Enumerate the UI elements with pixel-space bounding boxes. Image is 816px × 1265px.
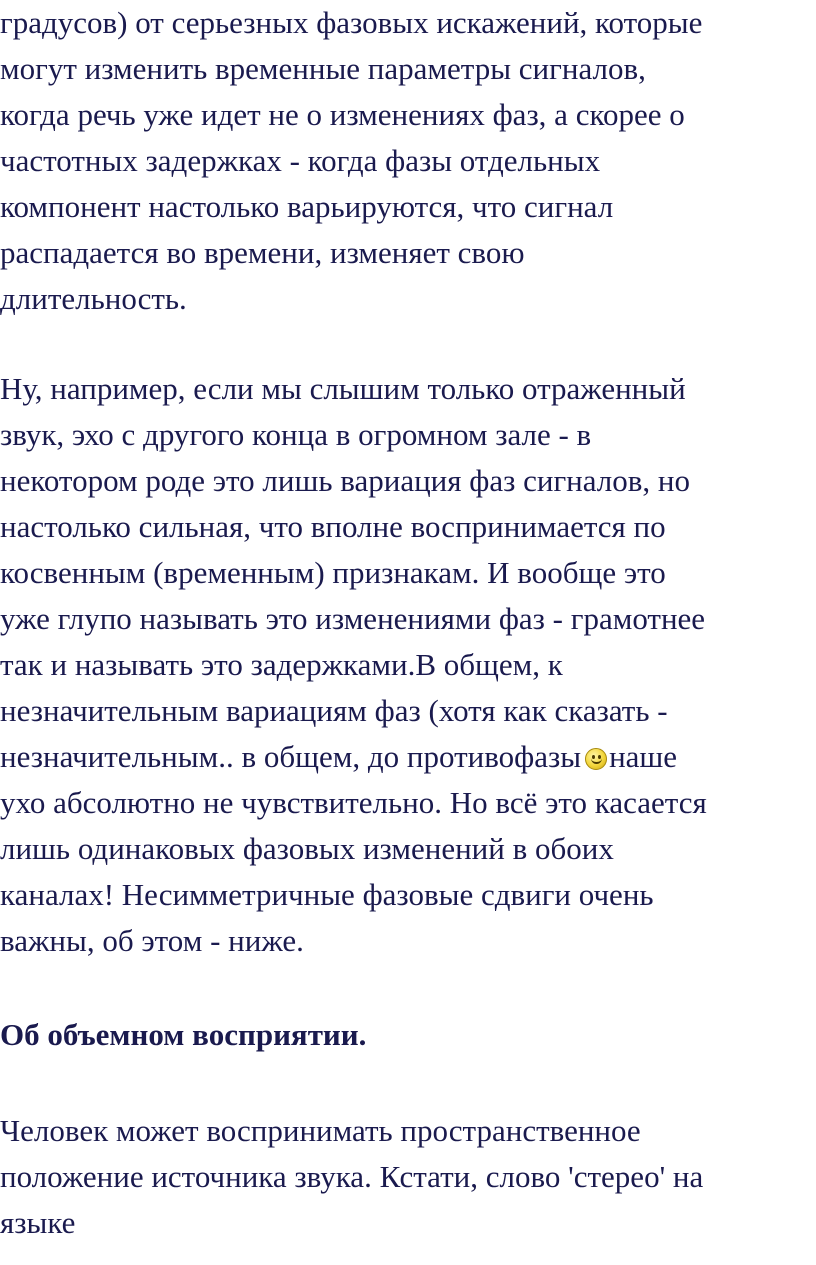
text-line: когда речь уже идет не о изменениях фаз, а скорее о (0, 97, 685, 132)
text-line: Ну, например, если мы слышим только отраженный (0, 371, 686, 406)
text-line: длительность. (0, 281, 187, 316)
text-line: так и называть это задержками.В общем, к (0, 647, 563, 682)
text-line: каналах! Несимметричные фазовые сдвиги очень (0, 877, 654, 912)
text-line: некотором роде это лишь вариация фаз сигналов, но (0, 463, 690, 498)
text-line: Человек может воспринимать пространственное (0, 1113, 641, 1148)
text-fragment: незначительным.. в общем, до противофазы (0, 739, 582, 774)
text-line: распадается во времени, изменяет свою (0, 235, 525, 270)
text-line: настолько сильная, что вполне воспринимается по (0, 509, 666, 544)
text-line-with-smiley (0, 734, 707, 780)
paragraph-echo-example (0, 366, 707, 964)
text-line: положение источника звука. Кстати, слово 'стерео' на (0, 1159, 704, 1194)
paragraph-spatial-perception (0, 1108, 703, 1246)
paragraph-phase-distortion (0, 0, 702, 322)
text-line: важны, об этом - ниже. (0, 923, 304, 958)
text-fragment: наше (609, 739, 678, 774)
text-line: частотных задержках - когда фазы отдельных (0, 143, 601, 178)
text-line: косвенным (временным) признакам. И вообще это (0, 555, 666, 590)
section-heading: Об объемном восприятии. (0, 1017, 367, 1052)
text-line: звук, эхо с другого конца в огромном зале - в (0, 417, 592, 452)
text-line: компонент настолько варьируются, что сигнал (0, 189, 614, 224)
text-line: могут изменить временные параметры сигналов, (0, 51, 646, 86)
text-line: ухо абсолютно не чувствительно. Но всё это касается (0, 785, 707, 820)
text-line: градусов) от серьезных фазовых искажений, которые (0, 5, 703, 40)
text-line: языке (0, 1205, 76, 1240)
text-line: незначительным вариациям фаз (хотя как сказать - (0, 693, 668, 728)
text-line: лишь одинаковых фазовых изменений в обоих (0, 831, 614, 866)
smiley-icon (585, 748, 607, 770)
text-line: уже глупо называть это изменениями фаз - грамотнее (0, 601, 706, 636)
